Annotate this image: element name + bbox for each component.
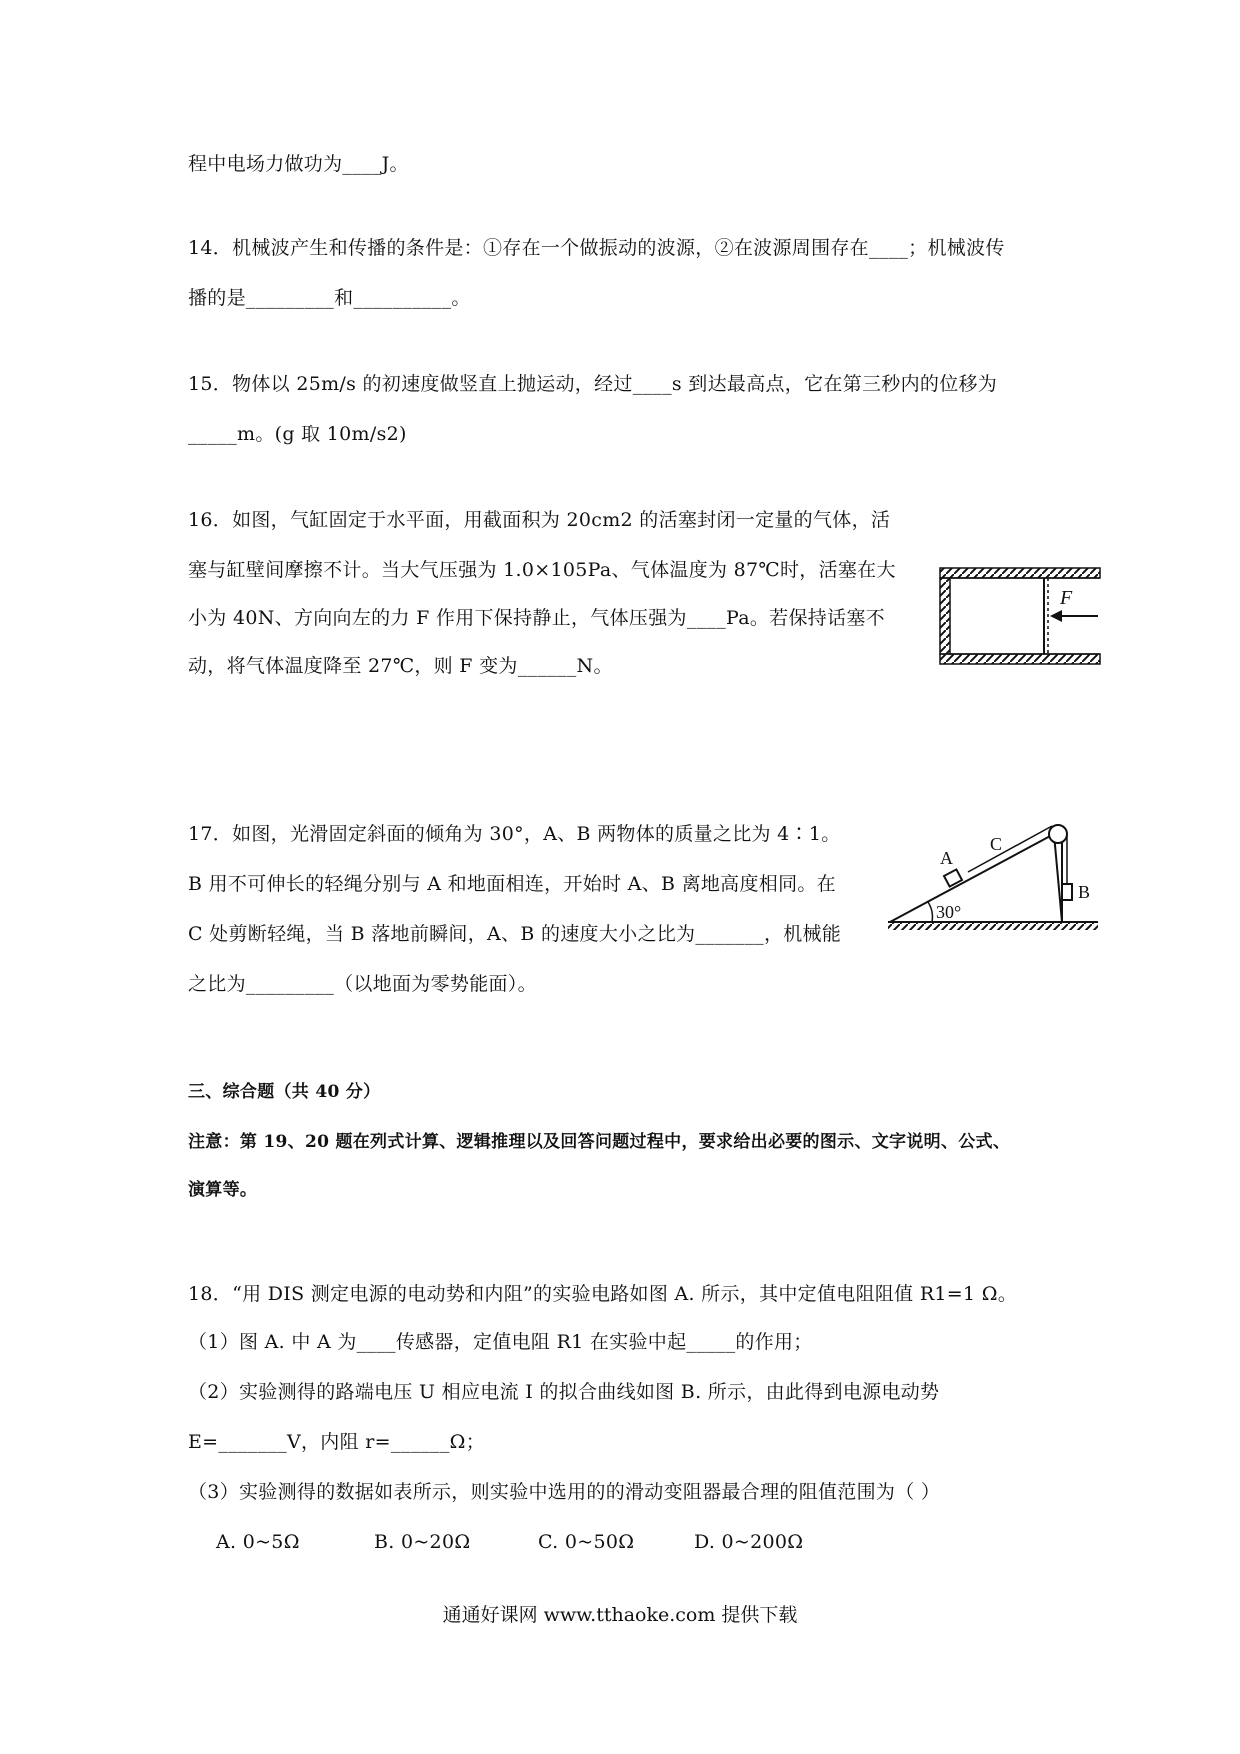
incline-surface bbox=[890, 834, 1054, 922]
label-b: B bbox=[1078, 882, 1091, 902]
q17-line2: B 用不可伸长的轻绳分别与 A 和地面相连，开始时 A、B 离地高度相同。在 bbox=[188, 873, 836, 895]
option-c: C. 0~50Ω bbox=[538, 1531, 635, 1553]
q14-line2: 播的是_________和__________。 bbox=[188, 287, 471, 309]
q18-line5: （3）实验测得的数据如表所示，则实验中选用的的滑动变阻器最合理的阻值范围为（ ） bbox=[188, 1481, 941, 1503]
q15-line1: 15．物体以 25m/s 的初速度做竖直上抛运动，经过____s 到达最高点，它在第三秒内的位移为 bbox=[188, 373, 998, 395]
incline-pulley-figure bbox=[884, 820, 1104, 942]
footer-credit: 通通好课网 www.tthaoke.com 提供下载 bbox=[442, 1604, 798, 1626]
cylinder-piston-figure bbox=[938, 566, 1104, 670]
q16-line2: 塞与缸壁间摩擦不计。当大气压强为 1.0×105Pa、气体温度为 87℃时，活塞在大 bbox=[188, 559, 896, 581]
block-b bbox=[1062, 884, 1072, 900]
force-label: F bbox=[1060, 587, 1073, 609]
q17-line3: C 处剪断轻绳，当 B 落地前瞬间，A、B 的速度大小之比为_______，机械能 bbox=[188, 923, 842, 945]
q16-line3: 小为 40N、方向向左的力 F 作用下保持静止，气体压强为____Pa。若保持话塞不 bbox=[188, 607, 885, 629]
q17-line1: 17．如图，光滑固定斜面的倾角为 30°，A、B 两物体的质量之比为 4∶1。 bbox=[188, 823, 841, 845]
angle-label: 30° bbox=[936, 902, 962, 922]
option-a: A. 0~5Ω bbox=[216, 1531, 300, 1553]
section-3-heading: 三、综合题（共 40 分） bbox=[188, 1082, 381, 1102]
label-a: A bbox=[940, 848, 953, 868]
q17-line4: 之比为_________（以地面为零势能面）。 bbox=[188, 973, 537, 995]
q18-line4: E=_______V，内阻 r=______Ω； bbox=[188, 1431, 486, 1453]
pulley-icon bbox=[1049, 825, 1067, 843]
q13-tail: 程中电场力做功为____J。 bbox=[188, 153, 409, 175]
label-c: C bbox=[990, 834, 1003, 854]
q15-line2: _____m。(g 取 10m/s2) bbox=[188, 423, 407, 445]
q18-line3: （2）实验测得的路端电压 U 相应电流 I 的拟合曲线如图 B. 所示，由此得到电源电动势 bbox=[188, 1381, 940, 1403]
option-d: D. 0~200Ω bbox=[694, 1531, 804, 1553]
q14-line1: 14．机械波产生和传播的条件是：①存在一个做振动的波源，②在波源周围存在____；机械波传 bbox=[188, 237, 1005, 259]
q16-line1: 16．如图，气缸固定于水平面，用截面积为 20cm2 的活塞封闭一定量的气体，活 bbox=[188, 509, 891, 531]
option-b: B. 0~20Ω bbox=[374, 1531, 471, 1553]
section-3-note-line2: 演算等。 bbox=[188, 1180, 258, 1200]
q18-line1: 18．“用 DIS 测定电源的电动势和内阻”的实验电路如图 A. 所示，其中定值电阻阻值 R1=1 Ω。 bbox=[188, 1283, 1018, 1305]
q16-line4: 动，将气体温度降至 27℃，则 F 变为______N。 bbox=[188, 655, 613, 677]
q18-line2: （1）图 A. 中 A 为____传感器，定值电阻 R1 在实验中起_____的作用； bbox=[188, 1331, 813, 1353]
section-3-note-line1: 注意：第 19、20 题在列式计算、逻辑推理以及回答问题过程中，要求给出必要的图示、文字说明、公式、 bbox=[188, 1132, 1011, 1152]
